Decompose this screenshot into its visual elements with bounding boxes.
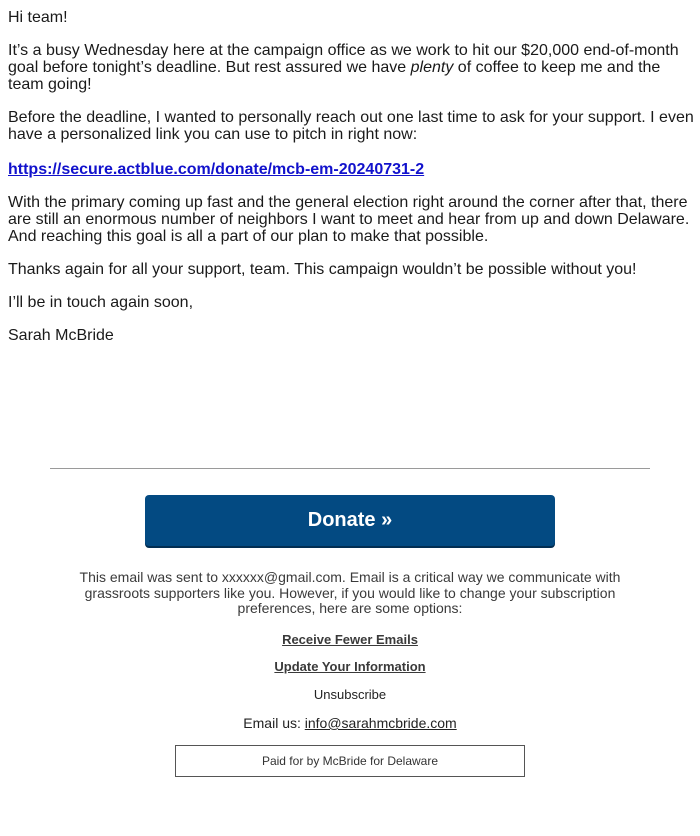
donate-link-paragraph — [8, 161, 696, 178]
email-address-link[interactable]: info@sarahmcbride.com — [304, 715, 457, 731]
emphasis-plenty: plenty — [410, 59, 454, 76]
paragraph-text: of coffee to keep me and the team going! — [8, 59, 661, 93]
email-us-label: Email us: — [243, 715, 305, 731]
closing-line: I’ll be in touch again soon, — [8, 294, 194, 311]
footer-divider — [50, 468, 650, 469]
receive-fewer-row — [50, 631, 650, 647]
paragraph-personal-ask: Before the deadline, I wanted to personally reach out one last time to ask for your support. I even have a personalized link you can use to pitch in right now: — [8, 109, 694, 143]
subscription-notice: This email was sent to xxxxxx@gmail.com. Email is a critical way we communicate with grassroots supporters like you. However, if you would like to change your subscription preferences, here are some options: — [79, 569, 621, 616]
signature: Sarah McBride — [8, 327, 114, 344]
paragraph-busy-wednesday — [8, 42, 696, 93]
email-body — [8, 0, 696, 344]
paid-for-disclaimer: Paid for by McBride for Delaware — [175, 745, 525, 777]
unsubscribe-row — [50, 686, 650, 702]
donate-link[interactable]: https://secure.actblue.com/donate/mcb-em-20240731-2 — [8, 161, 425, 178]
paragraph-text: It’s a busy Wednesday here at the campaign office as we work to hit our $20,000 end-of-month goal before tonight’s deadline. But rest assured we have — [8, 42, 679, 76]
greeting: Hi team! — [8, 9, 68, 26]
update-info-row — [50, 658, 650, 674]
donate-button[interactable]: Donate » — [145, 495, 555, 546]
paragraph-thanks: Thanks again for all your support, team. This campaign wouldn’t be possible without you! — [8, 261, 637, 278]
update-information-link[interactable]: Update Your Information — [274, 659, 426, 674]
unsubscribe-link[interactable]: Unsubscribe — [313, 687, 387, 702]
email-us-row — [50, 715, 650, 731]
paragraph-primary-election: With the primary coming up fast and the general election right around the corner after that, there are still an enormous number of neighbors I want to meet and hear from up and down Delaware. And reaching this goal is all a part of our plan to make that possible. — [8, 194, 690, 245]
receive-fewer-emails-link[interactable]: Receive Fewer Emails — [282, 632, 418, 647]
